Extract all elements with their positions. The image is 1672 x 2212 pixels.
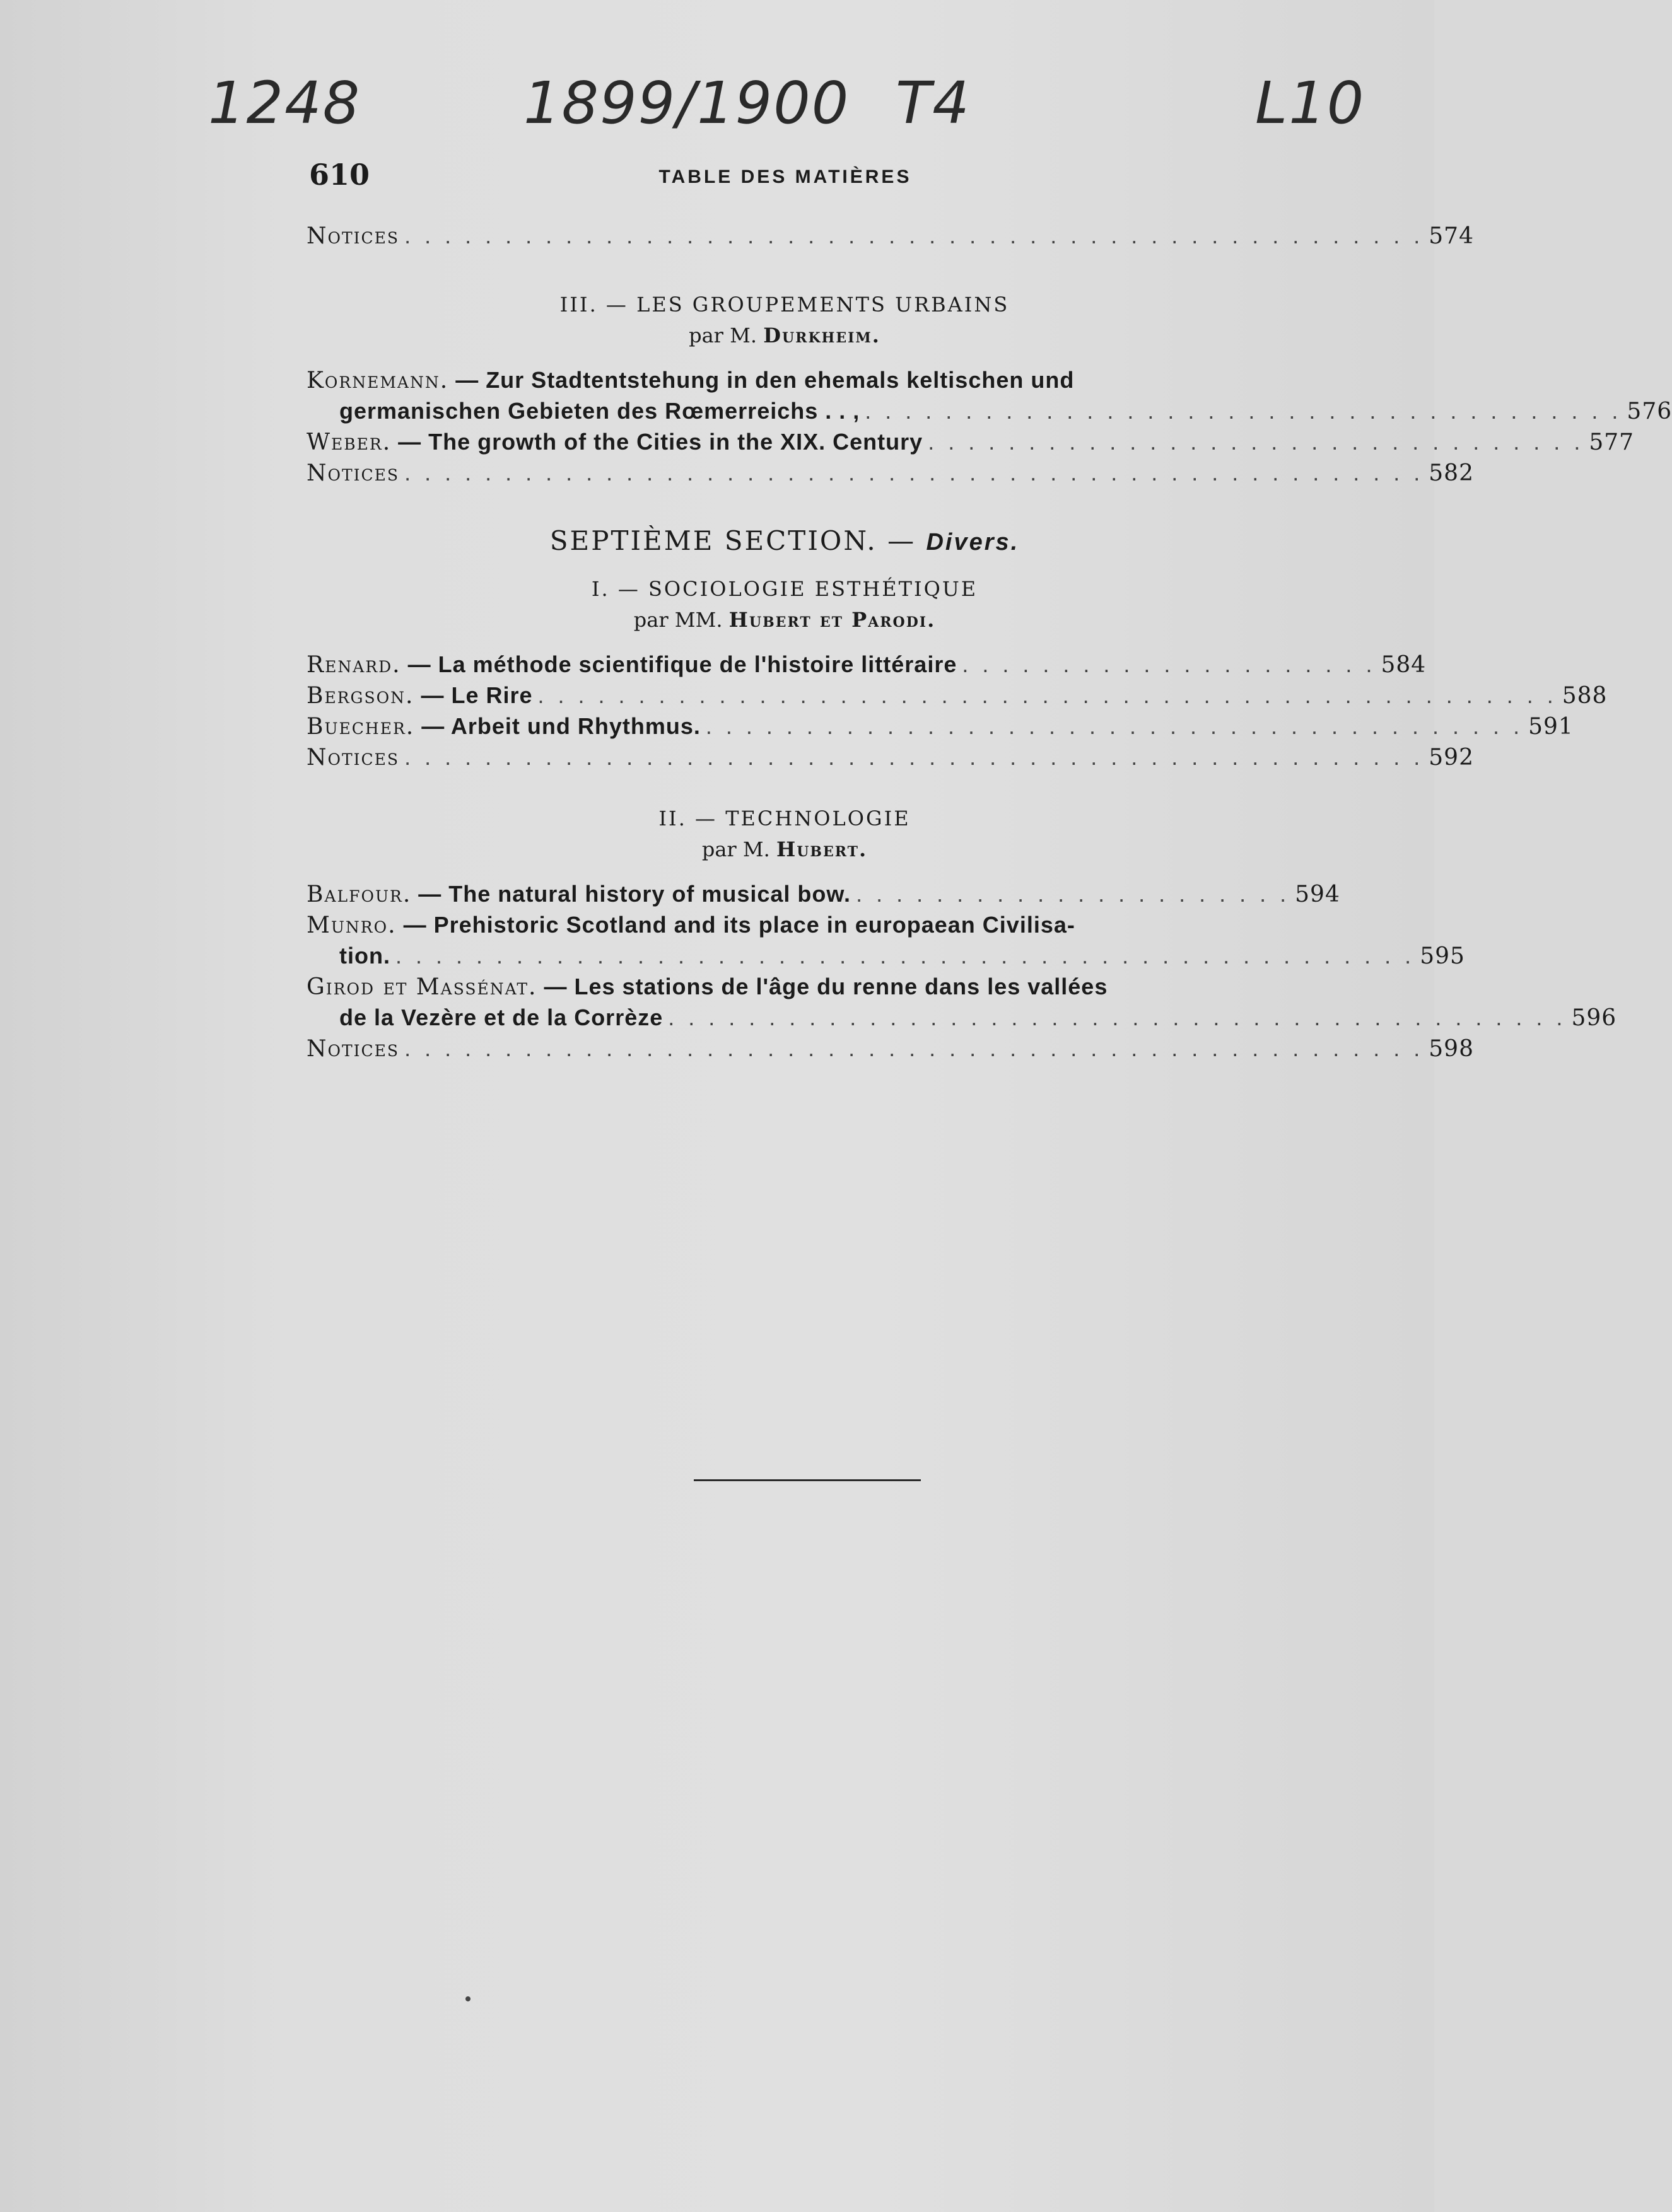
entry-author: Notices [307, 1036, 400, 1062]
entry-title-cont: tion. [339, 943, 390, 969]
subsection-heading: I. — SOCIOLOGIE ESTHÉTIQUE [591, 577, 978, 601]
toc-entry [307, 742, 1474, 773]
entry-title: — Arbeit und Rhythmus. [414, 713, 701, 739]
leader-dots: . . . . . . . . . . . . . . . . . . . . . [962, 651, 1376, 677]
toc-entry-line1 [307, 972, 1263, 1003]
leader-dots: . . . . . . . . . . . . . . . . . . . . . . . . . . . . . . . . . . . . . . . . . . . . . . . . . . . [404, 744, 1424, 770]
entry-author: Renard. [307, 652, 401, 678]
table-of-contents [307, 221, 1672, 1064]
leader-dots: . . . . . . . . . . . . . . . . . . . . . . . . . . . . . . . . . . . . . . . . . [705, 713, 1524, 739]
handwritten-years: 1899/1900 [523, 69, 850, 137]
leader-dots: . . . . . . . . . . . . . . . . . . . . . . . . . . . . . . . . . . . . . . . . . . . . . . . . . . . [537, 682, 1557, 708]
entry-author: Bergson. [307, 683, 414, 709]
byline-names: Hubert et Parodi. [728, 608, 936, 632]
toc-entry-line1 [307, 910, 1263, 941]
entry-page: 591 [1528, 714, 1574, 740]
toc-entry [307, 427, 1635, 458]
entry-page: 594 [1295, 882, 1340, 907]
entry-author: Munro. [307, 912, 397, 938]
subsection-byline [307, 834, 1263, 865]
end-rule [694, 1479, 921, 1483]
entry-title: — Prehistoric Scotland and its place in europaean Civilisa- [396, 912, 1075, 938]
entry-page: 576 [1627, 399, 1672, 424]
entry-title: — The growth of the Cities in the XIX. Century [391, 429, 923, 455]
entry-author: Buecher. [307, 714, 415, 740]
running-title: TABLE DES MATIÈRES [658, 166, 912, 187]
toc-entry [307, 680, 1608, 711]
entry-page: 582 [1429, 460, 1474, 486]
entry-title: — Le Rire [414, 682, 533, 708]
subsection-heading: II. — TECHNOLOGIE [658, 806, 911, 830]
ink-speck [465, 1996, 471, 2001]
leader-dots: . . . . . . . . . . . . . . . . . . . . . . . . . . . . . . . . . . . . . . . . . . . . . . . . . . . [404, 1035, 1424, 1061]
entry-author: Kornemann. [307, 368, 449, 393]
entry-title: — La méthode scientifique de l'histoire littéraire [400, 651, 957, 677]
subsection-byline [307, 604, 1263, 636]
toc-entry [307, 649, 1427, 680]
entry-author: Balfour. [307, 882, 412, 907]
leader-dots: . . . . . . . . . . . . . . . . . . . . . . [856, 881, 1290, 907]
toc-entry [307, 221, 1474, 252]
subsection-heading: III. — LES GROUPEMENTS URBAINS [559, 293, 1010, 317]
leader-dots: . . . . . . . . . . . . . . . . . . . . . . . . . . . . . . . . . . . . . . . . . . . . . . . . . . . [404, 460, 1424, 486]
leader-dots: . . . . . . . . . . . . . . . . . . . . . . . . . . . . . . . . . . . . . . . . . . . . . . . . . . . [395, 943, 1415, 969]
entry-page: 595 [1420, 943, 1465, 969]
section-title-italic: Divers. [926, 529, 1020, 556]
entry-title-cont: germanischen Gebieten des Rœmerreichs . . , [339, 398, 860, 424]
toc-entry [307, 1033, 1474, 1064]
entry-page: 577 [1589, 429, 1635, 455]
byline-prefix: par M. [689, 323, 757, 347]
entry-page: 574 [1429, 223, 1474, 249]
section-title [307, 525, 1263, 556]
toc-entry-line2 [307, 396, 1672, 427]
byline-prefix: par MM. [633, 608, 723, 632]
entry-title: — The natural history of musical bow. [411, 881, 851, 907]
entry-author: Notices [307, 223, 400, 249]
handwritten-shelf-mark: L10 [1255, 69, 1365, 137]
toc-entry [307, 458, 1474, 489]
entry-author: Girod et Massénat. [307, 974, 537, 1000]
entry-title-cont: de la Vezère et de la Corrèze [339, 1004, 664, 1030]
leader-dots: . . . . . . . . . . . . . . . . . . . . . . . . . . . . . . . . . . . . . . . . . . . . . [668, 1004, 1567, 1030]
leader-dots: . . . . . . . . . . . . . . . . . . . . . . . . . . . . . . . . . . . . . . . . . . . . . . . . . . . [404, 223, 1424, 248]
entry-page: 598 [1429, 1036, 1474, 1062]
entry-title: — Les stations de l'âge du renne dans les vallées [537, 974, 1108, 999]
entry-page: 592 [1429, 745, 1474, 771]
toc-entry [307, 879, 1340, 910]
handwritten-initials: T4 [896, 69, 971, 137]
byline-prefix: par M. [701, 837, 770, 861]
entry-page: 584 [1381, 652, 1427, 678]
byline-names: Durkheim. [763, 323, 880, 347]
entry-title: — Zur Stadtentstehung in den ehemals keltischen und [448, 367, 1075, 393]
subsection-byline [307, 320, 1263, 351]
entry-author: Notices [307, 745, 400, 771]
entry-page: 588 [1562, 683, 1608, 709]
handwritten-number: 1248 [208, 69, 361, 137]
toc-entry [307, 711, 1574, 742]
toc-entry-line1 [307, 365, 1263, 396]
entry-page: 596 [1571, 1005, 1617, 1031]
leader-dots: . . . . . . . . . . . . . . . . . . . . . . . . . . . . . . . . . . . . . . [865, 398, 1622, 424]
page-number: 610 [309, 158, 370, 192]
entry-author: Weber. [307, 429, 392, 455]
section-title-text: SEPTIÈME SECTION. — [549, 525, 927, 556]
toc-entry-line2 [307, 1003, 1617, 1033]
entry-author: Notices [307, 460, 400, 486]
byline-names: Hubert. [776, 837, 868, 861]
toc-entry-line2 [307, 941, 1465, 972]
leader-dots: . . . . . . . . . . . . . . . . . . . . . . . . . . . . . . . . . [928, 429, 1584, 455]
page-header [309, 158, 1261, 195]
